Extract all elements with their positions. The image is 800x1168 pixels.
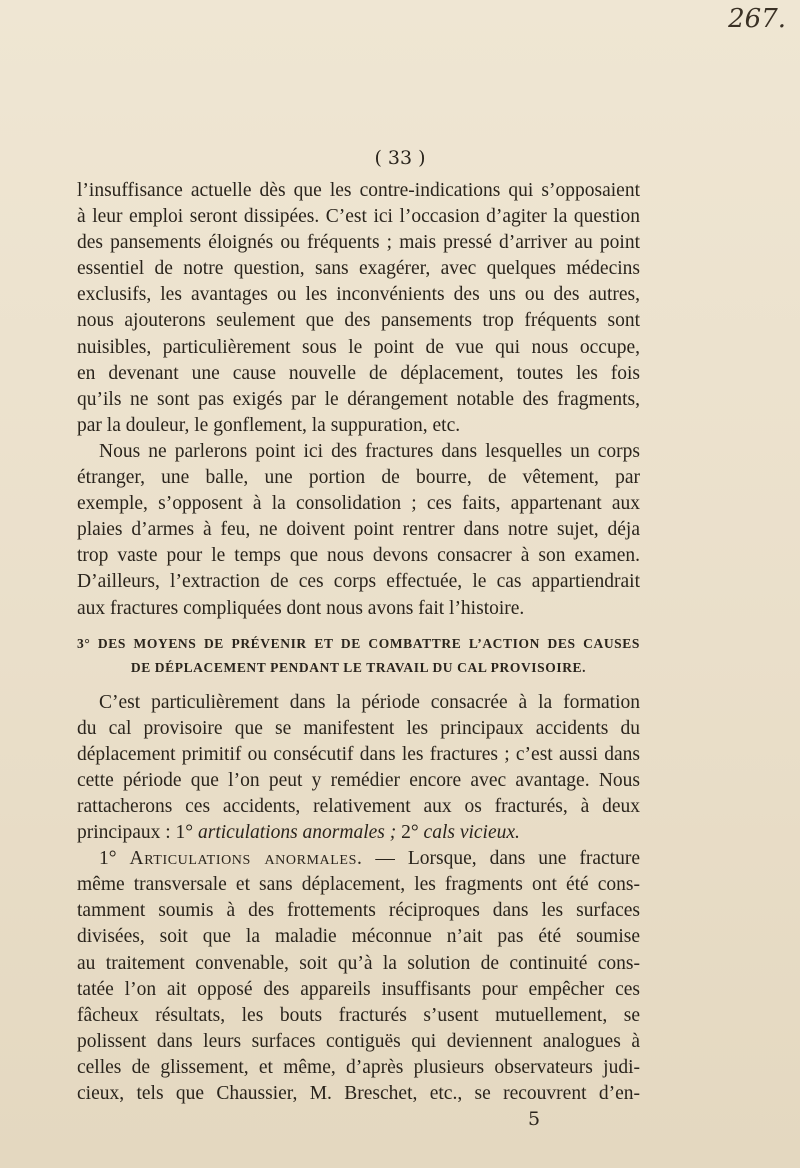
text-line: cette période que l’on peut y remédier encore avec avantage. Nous	[77, 769, 640, 791]
text-line: nous ajouterons seulement que des pansements trop fréquents sont	[77, 310, 640, 332]
text-line	[77, 820, 640, 846]
section-heading-line: DE DÉPLACEMENT PENDANT LE TRAVAIL DU CAL PROVISOIRE.	[130, 659, 587, 675]
italic-term: cals vicieux.	[423, 822, 520, 844]
text-line: celles de glissement, et même, d’après plusieurs observateurs judi-	[77, 1056, 640, 1078]
text-line: polissent dans leurs surfaces contiguës qui deviennent analogues à	[77, 1030, 640, 1052]
text-line	[77, 846, 640, 872]
text-line: aux fractures compliquées dont nous avons fait l’histoire.	[77, 597, 525, 619]
signature-mark: 5	[528, 1108, 541, 1130]
text-line: trop vaste pour le temps que nous devons consacrer à son examen.	[77, 545, 640, 567]
text-body	[77, 178, 640, 1107]
text-segment: 1°	[99, 848, 130, 870]
text-line: tamment soumis à des frottements réciproques dans les surfaces	[77, 900, 640, 922]
subsection-title: Articulations anormales.	[129, 848, 363, 870]
text-line: l’insuffisance actuelle dès que les contre-indications qui s’opposaient	[77, 180, 640, 201]
text-line: en devenant une cause nouvelle de déplacement, toutes les fois	[77, 362, 640, 384]
text-line: C’est particulièrement dans la période consacrée à la formation	[99, 691, 640, 713]
handwritten-folio-number: 267.	[728, 4, 786, 34]
text-line: exemple, s’opposent à la consolidation ; ces faits, appartenant aux	[77, 493, 640, 515]
text-line: même transversale et sans déplacement, les fragments ont été cons-	[77, 874, 640, 896]
section-heading	[77, 632, 640, 680]
page-number: ( 33 )	[374, 147, 426, 169]
section-heading-line: 3° DES MOYENS DE PRÉVENIR ET DE COMBATTRE L’ACTION DES CAUSES	[77, 635, 640, 651]
text-line: du cal provisoire que se manifestent les principaux accidents du	[77, 717, 640, 739]
text-line: fâcheux résultats, les bouts fracturés s’usent mutuellement, se	[77, 1004, 640, 1026]
text-line: essentiel de notre question, sans exagérer, avec quelques médecins	[77, 258, 640, 280]
text-line: qu’ils ne sont pas exigés par le dérangement notable des fragments,	[77, 388, 640, 410]
text-segment: — Lorsque, dans une fracture	[362, 848, 640, 870]
text-line: rattacherons ces accidents, relativement aux os fracturés, à deux	[77, 795, 640, 817]
text-line: des pansements éloignés ou fréquents ; mais pressé d’arriver au point	[77, 232, 640, 254]
text-line: divisées, soit que la maladie méconnue n’ait pas été soumise	[77, 926, 640, 948]
text-line: par la douleur, le gonflement, la suppuration, etc.	[77, 414, 461, 436]
text-line: tatée l’on ait opposé des appareils insuffisants pour empêcher ces	[77, 978, 640, 1000]
text-line: Nous ne parlerons point ici des fractures dans lesquelles un corps	[99, 440, 640, 462]
paragraph-2	[77, 439, 640, 622]
paragraph-1	[77, 178, 640, 439]
text-line: à leur emploi seront dissipées. C’est ici l’occasion d’agiter la question	[77, 206, 640, 228]
text-line: plaies d’armes à feu, ne doivent point rentrer dans notre sujet, déja	[77, 519, 640, 541]
italic-term: articulations anormales ;	[197, 822, 397, 844]
text-line: déplacement primitif ou consécutif dans les fractures ; c’est aussi dans	[77, 743, 640, 765]
paragraph-3	[77, 690, 640, 847]
text-line: D’ailleurs, l’extraction de ces corps effectuée, le cas appartiendrait	[77, 571, 640, 593]
text-line: cieux, tels que Chaussier, M. Breschet, etc., se recouvrent d’en-	[77, 1083, 640, 1104]
text-line: nuisibles, particulièrement sous le point de vue qui nous occupe,	[77, 336, 640, 358]
text-segment: 2°	[396, 822, 424, 844]
text-line: au traitement convenable, soit qu’à la solution de continuité cons-	[77, 952, 640, 974]
text-line: étranger, une balle, une portion de bourre, de vêtement, par	[77, 467, 640, 489]
paragraph-4	[77, 846, 640, 1107]
text-line: exclusifs, les avantages ou les inconvénients des uns ou des autres,	[77, 284, 640, 306]
text-segment: principaux : 1°	[77, 822, 198, 844]
